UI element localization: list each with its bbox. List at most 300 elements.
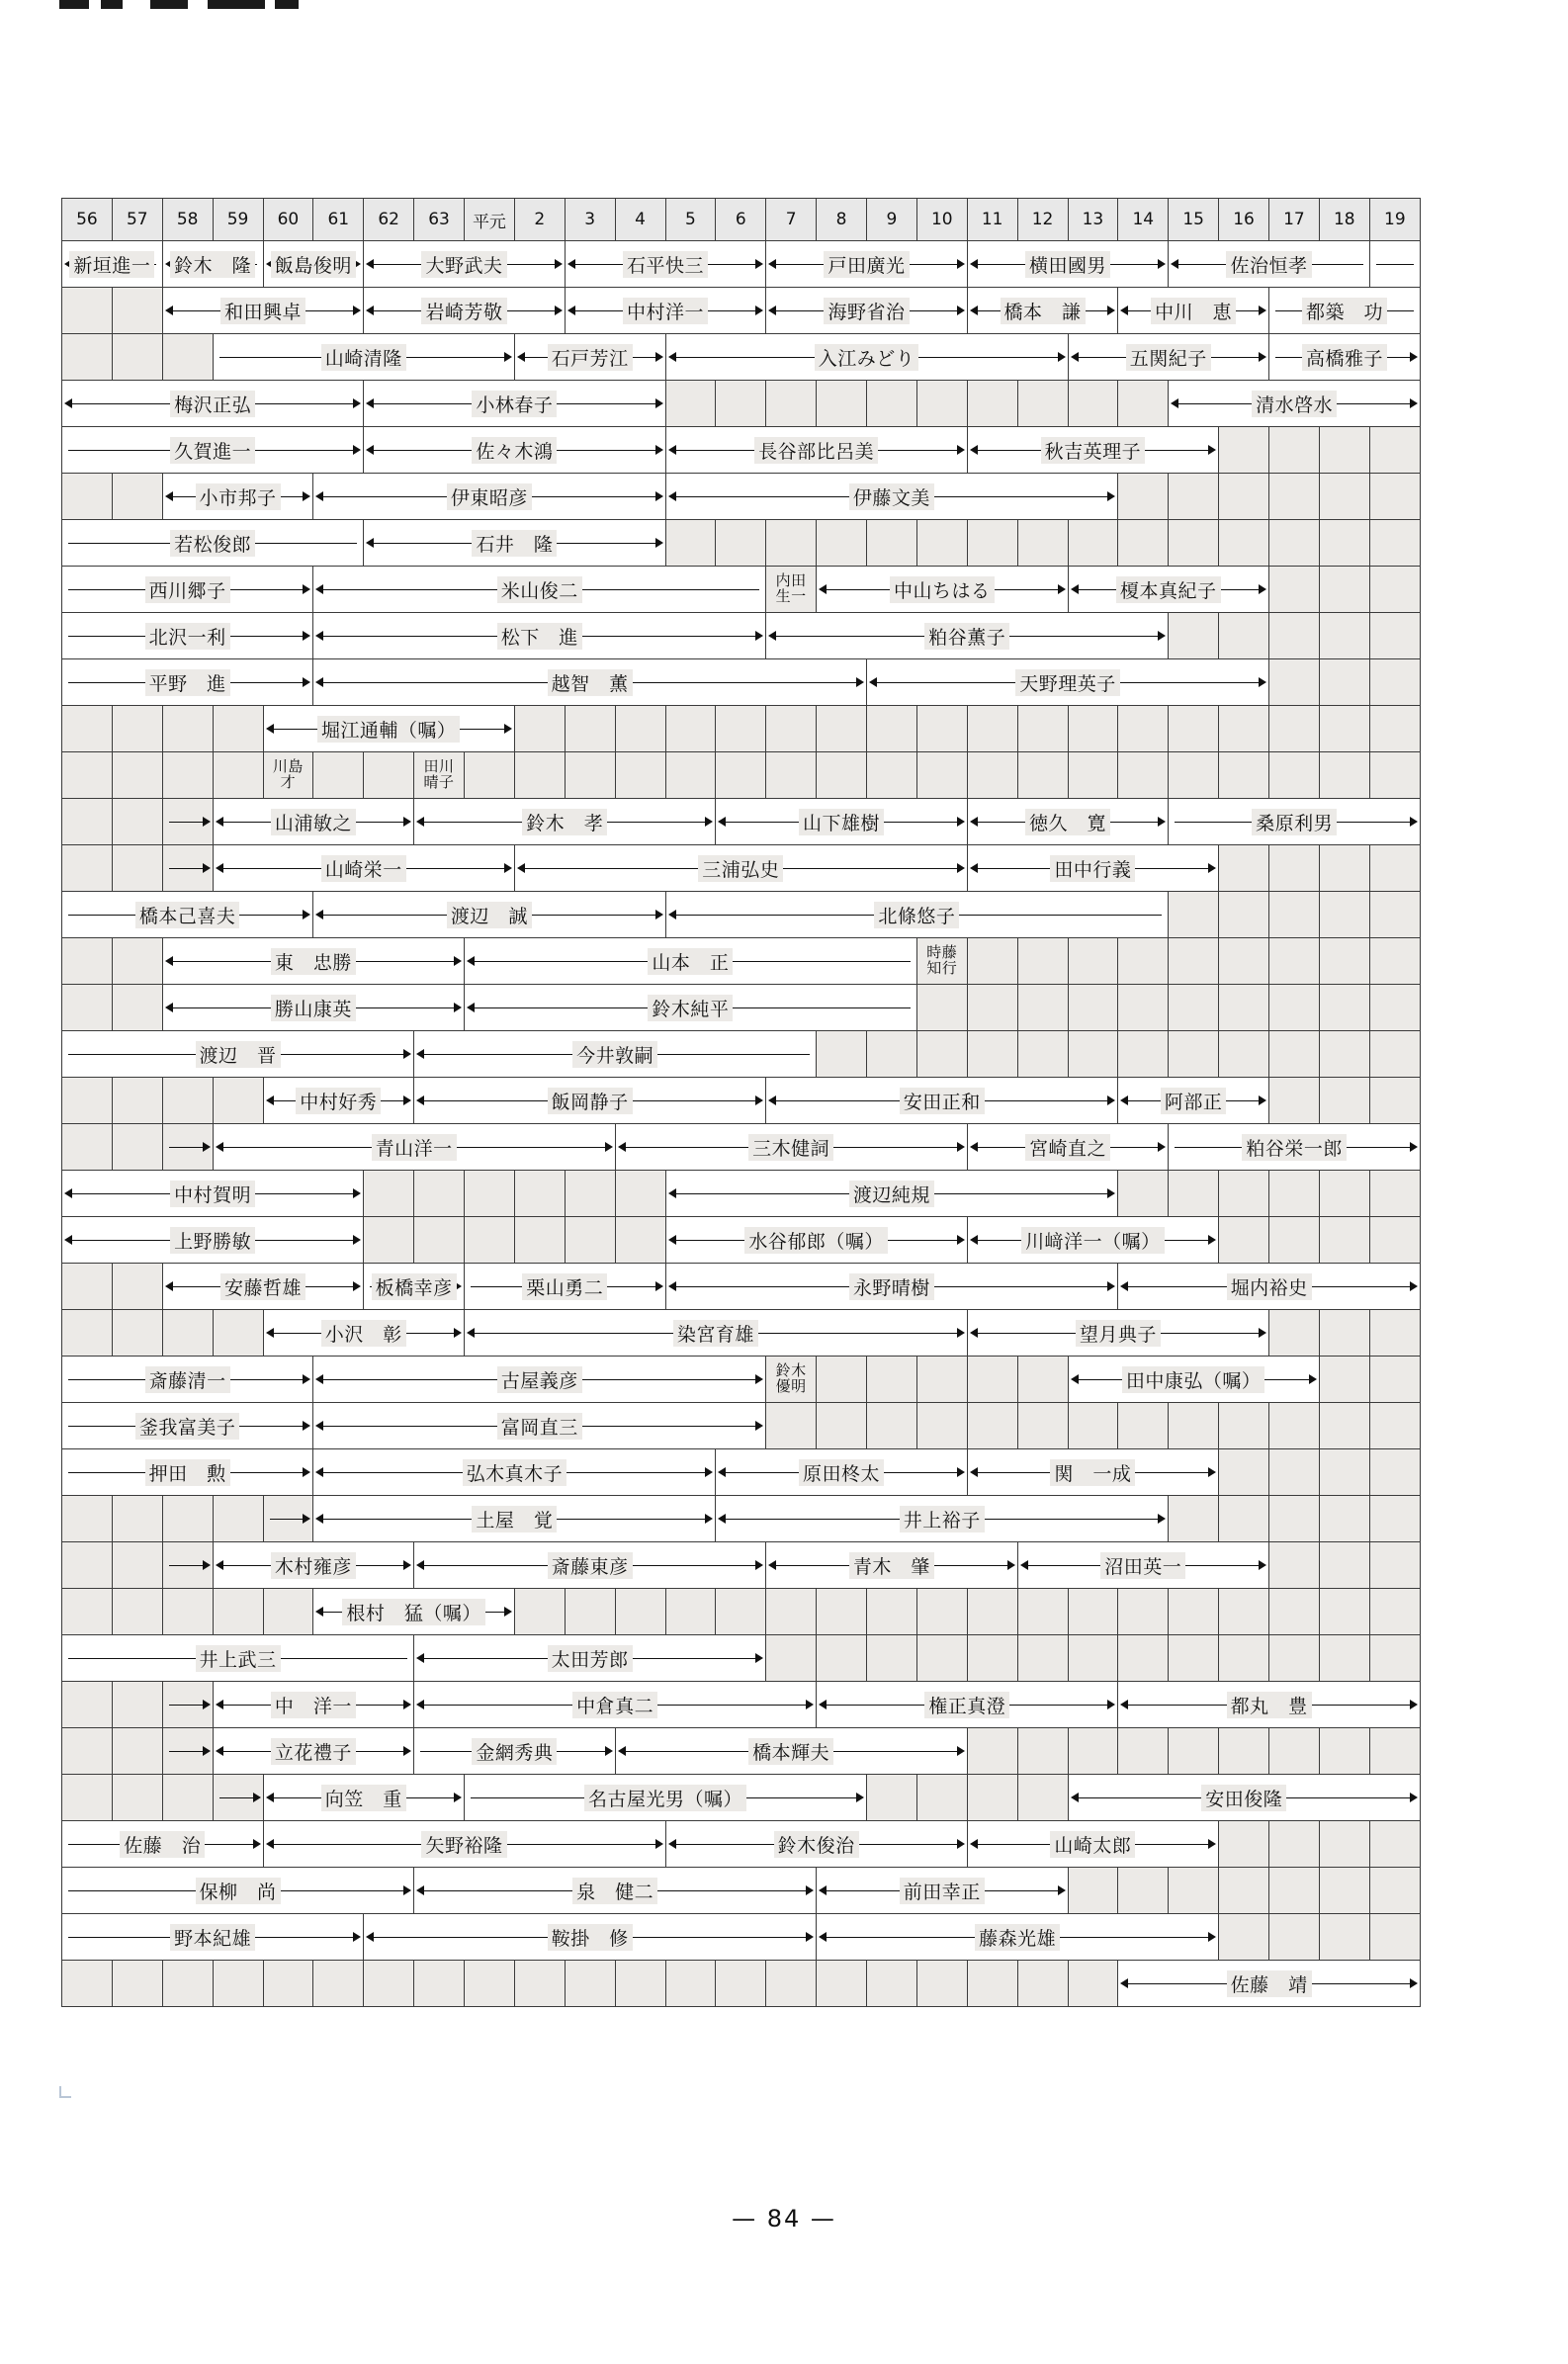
assignment-bar-cell[interactable] [1118, 1264, 1421, 1310]
assignment-bar-cell[interactable] [62, 892, 313, 938]
chart-row [62, 1449, 1421, 1496]
empty-cell [62, 288, 113, 334]
assignment-bar-cell[interactable] [313, 1357, 766, 1403]
person-name: 和田興卓 [220, 298, 305, 324]
year-header-cell: 59 [213, 199, 263, 241]
assignment-bar-cell[interactable] [414, 1542, 766, 1589]
empty-cell [62, 706, 113, 752]
assignment-bar-cell[interactable] [414, 799, 716, 845]
chart-row [62, 1078, 1421, 1124]
empty-cell [162, 1775, 213, 1821]
assignment-bar-cell[interactable] [1169, 1124, 1421, 1171]
assignment-bar-cell[interactable] [62, 567, 313, 613]
assignment-bar-cell[interactable] [1118, 288, 1269, 334]
assignment-bar-cell[interactable] [665, 474, 1118, 520]
assignment-bar-cell[interactable] [364, 381, 665, 427]
empty-cell [1319, 1031, 1369, 1078]
empty-cell [1369, 1496, 1420, 1542]
assignment-bar-cell[interactable] [916, 938, 967, 985]
assignment-bar-cell[interactable] [62, 1449, 313, 1496]
empty-cell [817, 1635, 867, 1682]
empty-cell [162, 1682, 213, 1728]
assignment-bar-cell[interactable] [364, 1264, 465, 1310]
person-name: 鈴木 隆 [170, 251, 255, 278]
chart-row [62, 985, 1421, 1031]
empty-cell [1269, 427, 1320, 474]
assignment-bar-cell[interactable] [313, 892, 665, 938]
empty-cell [1269, 938, 1320, 985]
empty-cell [1219, 1403, 1269, 1449]
empty-cell [1169, 706, 1219, 752]
empty-cell [112, 1542, 162, 1589]
person-name: 西川郷子 [145, 576, 230, 603]
chart-row [62, 288, 1421, 334]
chart-row [62, 752, 1421, 799]
person-name: 金網秀典 [472, 1738, 557, 1765]
empty-cell [514, 1171, 565, 1217]
empty-cell [1369, 1171, 1420, 1217]
assignment-bar-cell[interactable] [1169, 799, 1421, 845]
empty-cell [364, 1171, 414, 1217]
empty-cell [1269, 567, 1320, 613]
empty-cell [62, 1542, 113, 1589]
empty-cell [1269, 613, 1320, 659]
assignment-bar-cell[interactable] [62, 381, 364, 427]
empty-cell [716, 752, 766, 799]
empty-cell [112, 706, 162, 752]
assignment-bar-cell[interactable] [565, 288, 766, 334]
assignment-bar-cell[interactable] [313, 1496, 716, 1542]
assignment-bar-cell[interactable] [313, 613, 766, 659]
empty-cell [162, 799, 213, 845]
empty-cell [565, 1589, 615, 1635]
person-name: 中村賀明 [170, 1181, 255, 1207]
empty-cell [1369, 1635, 1420, 1682]
assignment-bar-cell[interactable] [766, 1078, 1118, 1124]
assignment-bar-cell[interactable] [213, 334, 514, 381]
chart-row [62, 799, 1421, 845]
person-name: 中 洋一 [271, 1692, 356, 1718]
empty-cell [1219, 1914, 1269, 1961]
empty-cell [1369, 1914, 1420, 1961]
year-header-cell: 16 [1219, 199, 1269, 241]
empty-cell [112, 474, 162, 520]
person-name: 伊藤文美 [849, 483, 934, 510]
chart-row [62, 938, 1421, 985]
empty-cell [615, 752, 665, 799]
empty-cell [766, 752, 817, 799]
year-header-cell: 11 [967, 199, 1017, 241]
assignment-bar-cell[interactable] [665, 427, 967, 474]
assignment-bar-cell[interactable] [162, 985, 464, 1031]
person-name: 根村 猛（嘱） [342, 1599, 485, 1625]
empty-cell [766, 706, 817, 752]
empty-cell [967, 706, 1017, 752]
empty-cell [817, 1403, 867, 1449]
assignment-bar-cell[interactable] [263, 1821, 665, 1868]
year-header-cell: 2 [514, 199, 565, 241]
assignment-bar-cell[interactable] [364, 427, 665, 474]
empty-cell [1369, 567, 1420, 613]
empty-cell [1118, 1403, 1169, 1449]
assignment-bar-cell[interactable] [62, 1357, 313, 1403]
assignment-bar-cell[interactable] [465, 1310, 968, 1357]
empty-cell [62, 1496, 113, 1542]
assignment-bar-cell[interactable] [1169, 241, 1370, 288]
empty-cell [1269, 706, 1320, 752]
assignment-bar-cell[interactable] [263, 706, 514, 752]
assignment-bar-cell[interactable] [967, 288, 1118, 334]
empty-cell [1068, 752, 1118, 799]
assignment-bar-cell[interactable] [364, 241, 566, 288]
chart-row [62, 892, 1421, 938]
assignment-bar-cell[interactable] [615, 1124, 967, 1171]
assignment-bar-cell[interactable] [414, 1635, 766, 1682]
empty-cell [1269, 1589, 1320, 1635]
assignment-bar-cell[interactable] [665, 1217, 967, 1264]
empty-cell [162, 1310, 213, 1357]
chart-row [62, 334, 1421, 381]
assignment-bar-cell[interactable] [1068, 1357, 1319, 1403]
empty-cell [1219, 752, 1269, 799]
assignment-bar-cell[interactable] [817, 1868, 1068, 1914]
person-name: 戸田廣光 [824, 251, 909, 278]
person-name: 東 忠勝 [271, 948, 356, 975]
assignment-bar-cell[interactable] [62, 659, 313, 706]
assignment-bar-cell[interactable] [313, 474, 665, 520]
empty-cell [916, 1961, 967, 2007]
empty-cell [465, 1961, 515, 2007]
assignment-bar-cell[interactable] [967, 1310, 1268, 1357]
year-header-cell: 8 [817, 199, 867, 241]
assignment-bar-cell[interactable] [162, 474, 313, 520]
assignment-bar-cell[interactable] [162, 288, 364, 334]
empty-cell [967, 938, 1017, 985]
assignment-bar-cell[interactable] [62, 427, 364, 474]
year-header-cell: 13 [1068, 199, 1118, 241]
person-name: 徳久 寛 [1025, 809, 1110, 835]
assignment-bar-cell[interactable] [967, 427, 1218, 474]
assignment-bar-cell[interactable] [62, 520, 364, 567]
person-name: 弘木真木子 [463, 1459, 567, 1486]
assignment-bar-cell[interactable] [465, 1264, 666, 1310]
assignment-bar-cell[interactable] [1369, 241, 1420, 288]
assignment-bar-cell[interactable] [465, 985, 917, 1031]
person-name: 田中行義 [1050, 855, 1135, 882]
empty-cell [1269, 1171, 1320, 1217]
empty-cell [1219, 474, 1269, 520]
assignment-bar-cell[interactable] [465, 1775, 867, 1821]
person-name: 三浦弘史 [698, 855, 783, 882]
assignment-bar-cell[interactable] [1269, 288, 1421, 334]
assignment-bar-cell[interactable] [817, 1914, 1219, 1961]
assignment-bar-cell[interactable] [967, 1124, 1169, 1171]
empty-cell [1269, 1635, 1320, 1682]
assignment-bar-cell[interactable] [565, 241, 766, 288]
assignment-bar-cell[interactable] [1269, 334, 1421, 381]
empty-cell [62, 938, 113, 985]
empty-cell [1369, 1542, 1420, 1589]
empty-cell [112, 1264, 162, 1310]
assignment-bar-cell[interactable] [766, 1542, 1017, 1589]
chart-row [62, 1124, 1421, 1171]
person-name: 斎藤東彦 [548, 1552, 633, 1579]
person-name: 沼田英一 [1100, 1552, 1185, 1579]
person-name: 山下雄樹 [799, 809, 884, 835]
person-name: 今井敦嗣 [572, 1041, 657, 1068]
assignment-bar-cell[interactable] [514, 845, 967, 892]
chart-row [62, 845, 1421, 892]
empty-cell [967, 1728, 1017, 1775]
empty-cell [1068, 1403, 1118, 1449]
person-name: 青木 肇 [849, 1552, 934, 1579]
assignment-bar-cell[interactable] [967, 1449, 1218, 1496]
empty-cell [1169, 892, 1219, 938]
assignment-bar-cell[interactable] [414, 752, 465, 799]
assignment-bar-cell[interactable] [665, 334, 1068, 381]
assignment-bar-cell[interactable] [967, 799, 1169, 845]
assignment-bar-cell[interactable] [716, 799, 967, 845]
person-name: 若松俊郎 [170, 530, 255, 557]
assignment-bar-cell[interactable] [213, 845, 514, 892]
assignment-bar-cell[interactable] [313, 1449, 716, 1496]
empty-cell [565, 1217, 615, 1264]
person-name: 鈴木俊治 [774, 1831, 859, 1858]
empty-cell [112, 288, 162, 334]
empty-cell [1369, 1078, 1420, 1124]
assignment-bar-cell[interactable] [62, 1914, 364, 1961]
person-name: 木村雍彦 [271, 1552, 356, 1579]
empty-cell [716, 520, 766, 567]
person-name: 堀内裕史 [1227, 1273, 1312, 1300]
empty-cell [414, 1961, 465, 2007]
empty-cell [62, 1124, 113, 1171]
assignment-bar-cell[interactable] [665, 1821, 967, 1868]
assignment-bar-cell[interactable] [263, 752, 313, 799]
assignment-bar-cell[interactable] [62, 1821, 264, 1868]
empty-cell [615, 706, 665, 752]
chart-row [62, 427, 1421, 474]
person-name: 堀江通輔（嘱） [317, 716, 461, 743]
empty-cell [1369, 1403, 1420, 1449]
empty-cell [1319, 985, 1369, 1031]
person-name: 平野 進 [145, 669, 230, 696]
assignment-bar-cell[interactable] [1118, 1961, 1421, 2007]
empty-cell [62, 1775, 113, 1821]
assignment-bar-cell[interactable] [364, 288, 566, 334]
assignment-bar-cell[interactable] [313, 659, 867, 706]
person-name: 榎本真紀子 [1116, 576, 1221, 603]
assignment-bar-cell[interactable] [364, 1914, 817, 1961]
empty-cell [1219, 845, 1269, 892]
assignment-bar-cell[interactable] [514, 334, 665, 381]
empty-cell [213, 1496, 263, 1542]
person-name: 斎藤清一 [145, 1366, 230, 1393]
empty-cell [1068, 1961, 1118, 2007]
assignment-bar-cell[interactable] [817, 1682, 1118, 1728]
empty-cell [62, 1728, 113, 1775]
assignment-bar-cell[interactable] [414, 1682, 817, 1728]
assignment-bar-cell[interactable] [1068, 1775, 1421, 1821]
empty-cell [514, 1589, 565, 1635]
person-name: 越智 薫 [548, 669, 633, 696]
assignment-bar-cell[interactable] [766, 288, 968, 334]
assignment-bar-cell[interactable] [62, 1635, 414, 1682]
assignment-bar-cell[interactable] [313, 1589, 515, 1635]
chart-row [62, 1868, 1421, 1914]
empty-cell [1369, 659, 1420, 706]
chart-row [62, 1496, 1421, 1542]
assignment-bar-cell[interactable] [313, 567, 766, 613]
assignment-bar-cell[interactable] [313, 1403, 766, 1449]
assignment-bar-cell[interactable] [213, 799, 414, 845]
assignment-bar-cell[interactable] [263, 241, 364, 288]
year-header-cell: 61 [313, 199, 364, 241]
assignment-bar-cell[interactable] [62, 1868, 414, 1914]
assignment-bar-cell[interactable] [263, 1775, 465, 1821]
empty-cell [1068, 520, 1118, 567]
assignment-bar-cell[interactable] [967, 241, 1169, 288]
empty-cell [1369, 613, 1420, 659]
person-name: 保柳 尚 [196, 1878, 281, 1904]
assignment-bar-cell[interactable] [1068, 567, 1269, 613]
year-header-cell: 14 [1118, 199, 1169, 241]
person-name: 中村好秀 [296, 1088, 381, 1114]
person-name: 石戸芳江 [548, 344, 633, 371]
assignment-bar-cell[interactable] [62, 1217, 364, 1264]
empty-cell [615, 1217, 665, 1264]
empty-cell [1219, 1496, 1269, 1542]
empty-cell [967, 985, 1017, 1031]
assignment-bar-cell[interactable] [213, 1542, 414, 1589]
empty-cell [514, 706, 565, 752]
assignment-bar-cell[interactable] [62, 1403, 313, 1449]
year-header-cell: 4 [615, 199, 665, 241]
empty-cell [716, 1589, 766, 1635]
assignment-bar-cell[interactable] [766, 1357, 817, 1403]
empty-cell [1068, 1635, 1118, 1682]
person-name: 藤森光雄 [975, 1924, 1060, 1951]
person-name: 向笠 重 [321, 1785, 406, 1811]
assignment-bar-cell[interactable] [1118, 1078, 1269, 1124]
empty-cell [1068, 1589, 1118, 1635]
assignment-bar-cell[interactable] [162, 241, 263, 288]
person-name: 北條悠子 [874, 902, 959, 928]
person-name: 秋吉英理子 [1041, 437, 1146, 464]
empty-cell [1269, 1868, 1320, 1914]
assignment-bar-cell[interactable] [615, 1728, 967, 1775]
assignment-bar-cell[interactable] [414, 1868, 817, 1914]
assignment-bar-cell[interactable] [162, 1264, 364, 1310]
assignment-bar-cell[interactable] [62, 1031, 414, 1078]
assignment-bar-cell[interactable] [867, 659, 1269, 706]
empty-cell [1319, 1078, 1369, 1124]
chart-row [62, 1728, 1421, 1775]
empty-cell [1169, 1868, 1219, 1914]
empty-cell [1269, 1496, 1320, 1542]
empty-cell [1169, 1589, 1219, 1635]
person-name: 上野勝敏 [170, 1227, 255, 1254]
empty-cell [817, 520, 867, 567]
person-name: 望月典子 [1076, 1320, 1161, 1347]
empty-cell [1219, 1171, 1269, 1217]
empty-cell [1169, 474, 1219, 520]
empty-cell [1319, 1171, 1369, 1217]
assignment-bar-cell[interactable] [665, 1264, 1118, 1310]
empty-cell [1369, 1728, 1420, 1775]
empty-cell [716, 381, 766, 427]
empty-cell [1319, 1589, 1369, 1635]
assignment-bar-cell[interactable] [665, 1171, 1118, 1217]
assignment-bar-cell[interactable] [162, 938, 464, 985]
empty-cell [1118, 1171, 1169, 1217]
assignment-bar-cell[interactable] [263, 1078, 414, 1124]
person-name: 鈴木純平 [648, 995, 733, 1021]
assignment-bar-cell[interactable] [62, 1171, 364, 1217]
empty-cell [1017, 985, 1068, 1031]
assignment-bar-cell[interactable] [766, 613, 1169, 659]
assignment-bar-cell[interactable] [364, 520, 665, 567]
person-name: 野本紀雄 [170, 1924, 255, 1951]
empty-cell [1017, 381, 1068, 427]
empty-cell [916, 985, 967, 1031]
assignment-bar-cell[interactable] [62, 613, 313, 659]
assignment-bar-cell[interactable] [414, 1728, 616, 1775]
person-name: 川島 才 [272, 757, 304, 791]
assignment-bar-cell[interactable] [263, 1310, 465, 1357]
empty-cell [112, 1589, 162, 1635]
assignment-bar-cell[interactable] [716, 1496, 1169, 1542]
chart-row [62, 1961, 1421, 2007]
assignment-bar-cell[interactable] [213, 1682, 414, 1728]
empty-cell [716, 706, 766, 752]
assignment-bar-cell[interactable] [1068, 334, 1269, 381]
person-name: 小林春子 [472, 391, 557, 417]
assignment-bar-cell[interactable] [716, 1449, 967, 1496]
assignment-bar-cell[interactable] [213, 1728, 414, 1775]
person-name: 高橋雅子 [1302, 344, 1387, 371]
empty-cell [1118, 474, 1169, 520]
empty-cell [817, 381, 867, 427]
assignment-bar-cell[interactable] [967, 845, 1218, 892]
empty-cell [1169, 520, 1219, 567]
empty-cell [1017, 1961, 1068, 2007]
person-name: 長谷部比呂美 [754, 437, 878, 464]
assignment-bar-cell[interactable] [414, 1031, 817, 1078]
empty-cell [565, 752, 615, 799]
assignment-bar-cell[interactable] [967, 1217, 1218, 1264]
assignment-bar-cell[interactable] [967, 1821, 1218, 1868]
assignment-bar-cell[interactable] [1169, 381, 1421, 427]
assignment-bar-cell[interactable] [213, 1124, 615, 1171]
assignment-bar-cell[interactable] [414, 1078, 766, 1124]
assignment-bar-cell[interactable] [465, 938, 917, 985]
assignment-bar-cell[interactable] [1118, 1682, 1421, 1728]
assignment-bar-cell[interactable] [766, 241, 968, 288]
empty-cell [62, 799, 113, 845]
year-header-cell: 6 [716, 199, 766, 241]
assignment-bar-cell[interactable] [766, 567, 817, 613]
assignment-bar-cell[interactable] [1017, 1542, 1268, 1589]
assignment-bar-cell[interactable] [62, 241, 163, 288]
assignment-bar-cell[interactable] [817, 567, 1068, 613]
person-name: 橋本 謙 [1001, 298, 1086, 324]
empty-cell [1319, 892, 1369, 938]
person-name: 北沢一利 [145, 623, 230, 650]
person-name: 中村洋一 [623, 298, 708, 324]
year-header-cell: 56 [62, 199, 113, 241]
assignment-bar-cell[interactable] [665, 892, 1169, 938]
